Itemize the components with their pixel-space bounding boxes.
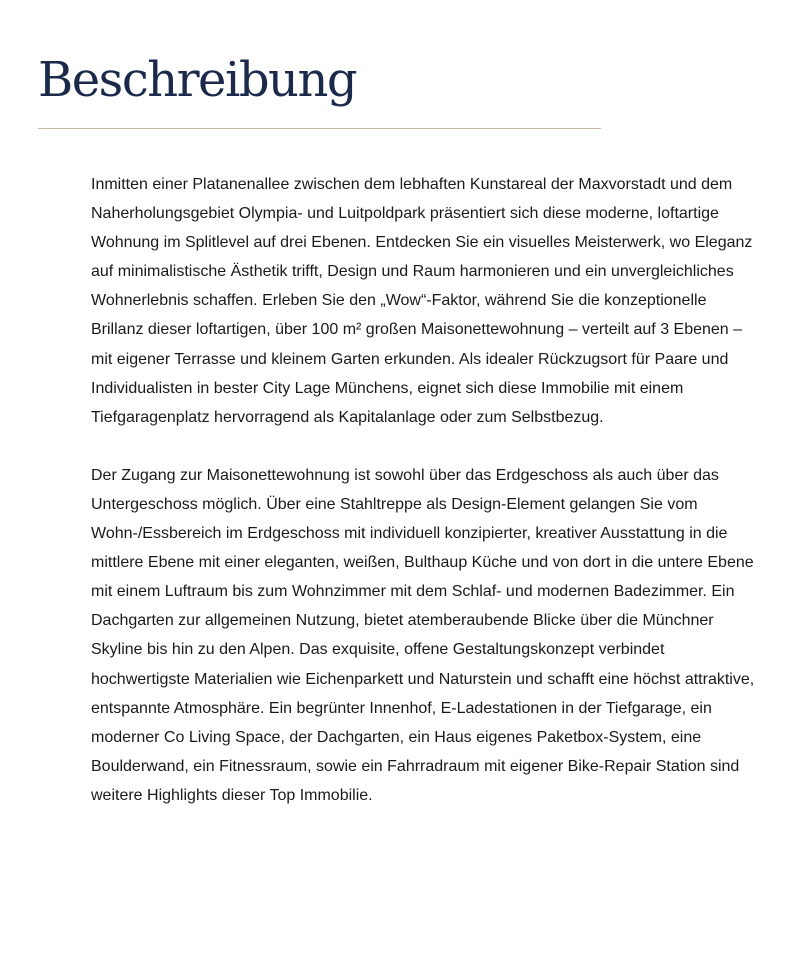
description-paragraph-1: Inmitten einer Platanenallee zwischen dem lebhaften Kunstareal der Maxvorstadt und dem Naherholungsgebiet Olympia- und Luitpoldpark präsentiert sich diese moderne, loftartige Wohnung im Splitlevel auf drei Ebenen. Entdecken Sie ein visuelles Meisterwerk, wo Eleganz auf minimalistische Ästhetik trifft, Design und Raum harmonieren und ein unvergleichliches Wohnerlebnis schaffen. Erleben Sie den „Wow“-Faktor, während Sie die konzeptionelle Brillanz dieser loftartigen, über 100 m² großen Maisonettewohnung – verteilt auf 3 Ebenen – mit eigener Terrasse und kleinem Garten erkunden. Als idealer Rückzugsort für Paare und Individualisten in bester City Lage Münchens, eignet sich diese Immobilie mit einem Tiefgaragenplatz hervorragend als Kapitalanlage oder zum Selbstbezug.	[91, 176, 753, 426]
description-body	[91, 170, 759, 810]
title-divider	[38, 128, 601, 129]
description-paragraph-2: Der Zugang zur Maisonettewohnung ist sowohl über das Erdgeschoss als auch über das Untergeschoss möglich. Über eine Stahltreppe als Design-Element gelangen Sie vom Wohn-/Essbereich im Erdgeschoss mit individuell konzipierter, kreativer Ausstattung in die mittlere Ebene mit einer eleganten, weißen, Bulthaup Küche und von dort in die untere Ebene mit einem Luftraum bis zum Wohnzimmer mit dem Schlaf- und modernen Badezimmer. Ein Dachgarten zur allgemeinen Nutzung, bietet atemberaubende Blicke über die Münchner Skyline bis hin zu den Alpen. Das exquisite, offene Gestaltungskonzept verbindet hochwertigste Materialien wie Eichenparkett und Naturstein und schafft eine höchst attraktive, entspannte Atmosphäre. Ein begrünter Innenhof, E-Ladestationen in der Tiefgarage, ein moderner Co Living Space, der Dachgarten, ein Haus eigenes Paketbox-System, eine Boulderwand, ein Fitnessraum, sowie ein Fahrradraum mit eigener Bike-Repair Station sind weitere Highlights dieser Top Immobilie.	[91, 466, 755, 804]
section-title: Beschreibung	[38, 52, 357, 108]
